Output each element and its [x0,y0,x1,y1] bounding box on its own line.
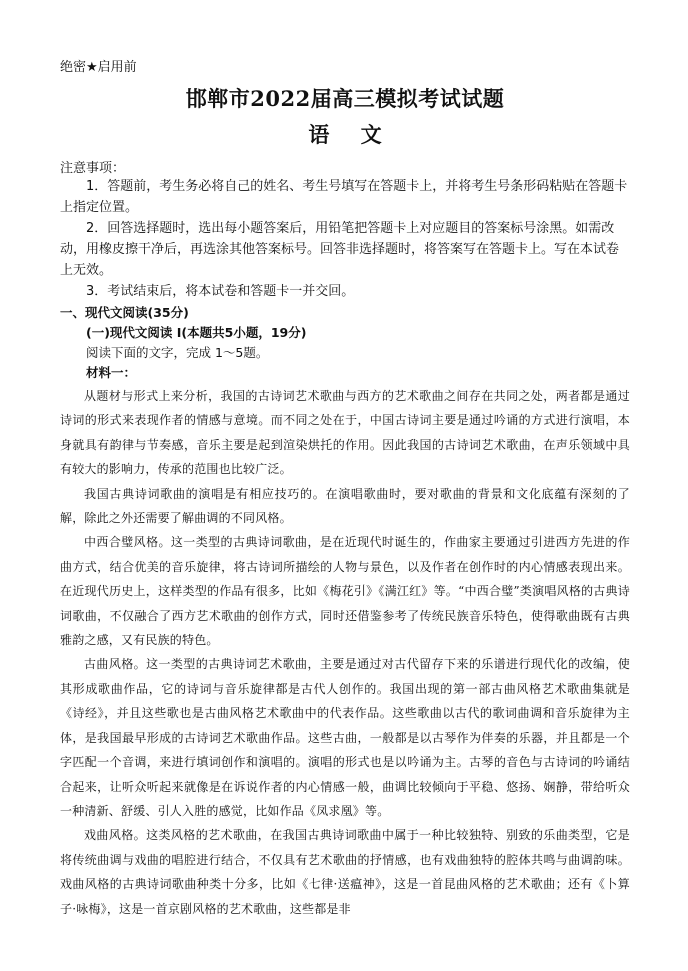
instruction-text: 阅读下面的文字，完成 1～5题。 [86,345,269,360]
notice-item: 2．回答选择题时，选出每小题答案后，用铅笔把答题卡上对应题目的答案标号涂黑。如需改动，用橡皮擦干净后，再选涂其他答案标号。回答非选择题时，将答案写在答题卡上。写在本试卷上无效。 [60,221,620,278]
section-title: 一、现代文阅读(35分) [60,305,189,320]
body-paragraph: 戏曲风格。这类风格的艺术歌曲，在我国古典诗词歌曲中属于一种比较独特、别致的乐曲类型，它是将传统曲调与戏曲的唱腔进行结合，不仅具有艺术歌曲的抒情感，也有戏曲独特的腔体共鸣与曲调韵味。戏曲风格的古典诗词歌曲种类十分多，比如《七律·送瘟神》，这是一首昆曲风格的艺术歌曲；还有《卜算子·咏梅》，这是一首京剧风格的艺术歌曲，这些都是非 [60,828,630,916]
exam-page [60,56,630,921]
body-paragraph: 古曲风格。这一类型的古典诗词艺术歌曲，主要是通过对古代留存下来的乐谱进行现代化的改编，使其形成歌曲作品，它的诗词与音乐旋律都是古代人创作的。我国出现的第一部古曲风格艺术歌曲集就是《诗经》，并且这些歌也是古曲风格艺术歌曲中的代表作品。这些歌曲以古代的歌词曲调和音乐旋律为主体，是我国最早形成的古诗词艺术歌曲作品。这些古曲，一般都是以古琴作为伴奏的乐器，并且都是一个字匹配一个音调，来进行填词创作和演唱的。演唱的形式也是以吟诵为主。古琴的音色与古诗词的吟诵结合起来，让听众听起来就像是在诉说作者的内心情感一般，曲调比较倾向于平稳、悠扬、娴静，带给听众一种清新、舒缓、引人入胜的感觉，比如作品《凤求凰》等。 [60,657,630,818]
material-label: 材料一： [86,365,137,380]
secret-label: 绝密★启用前 [60,60,137,75]
body-paragraph: 我国古典诗词歌曲的演唱是有相应技巧的。在演唱歌曲时，要对歌曲的背景和文化底蕴有深刻的了解，除此之外还需要了解曲调的不同风格。 [60,486,630,526]
notice-item: 1．答题前，考生务必将自己的姓名、考生号填写在答题卡上，并将考生号条形码粘贴在答题卡上指定位置。 [60,179,628,215]
subsection-title: (一)现代文阅读 I(本题共5小题，19分) [86,325,307,340]
notes-heading: 注意事项： [60,161,126,176]
body-paragraph: 从题材与形式上来分析，我国的古诗词艺术歌曲与西方的艺术歌曲之间存在共同之处，两者都是通过诗词的形式来表现作者的情感与意境。而不同之处在于，中国古诗词主要是通过吟诵的方式进行演唱，本身就具有韵律与节奏感，音乐主要是起到渲染烘托的作用。因此我国的古诗词艺术歌曲，在声乐领域中具有较大的影响力，传承的范围也比较广泛。 [60,389,630,477]
body-paragraph: 中西合璧风格。这一类型的古典诗词歌曲，是在近现代时诞生的，作曲家主要通过引进西方先进的作曲方式，结合优美的音乐旋律，将古诗词所描绘的人物与景色，以及作者在创作时的内心情感表现出来。在近现代历史上，这样类型的作品有很多，比如《梅花引》《满江红》等。“中西合璧”类演唱风格的古典诗词歌曲，不仅融合了西方艺术歌曲的创作方式，同时还借鉴参考了传统民族音乐特色，使得歌曲既有古典雅韵之感，又有民族的特色。 [60,535,630,648]
subject-title: 语 文 [308,122,382,147]
exam-title: 邯郸市2022届高三模拟考试试题 [185,86,505,111]
notice-item: 3．考试结束后，将本试卷和答题卡一并交回。 [86,284,355,299]
